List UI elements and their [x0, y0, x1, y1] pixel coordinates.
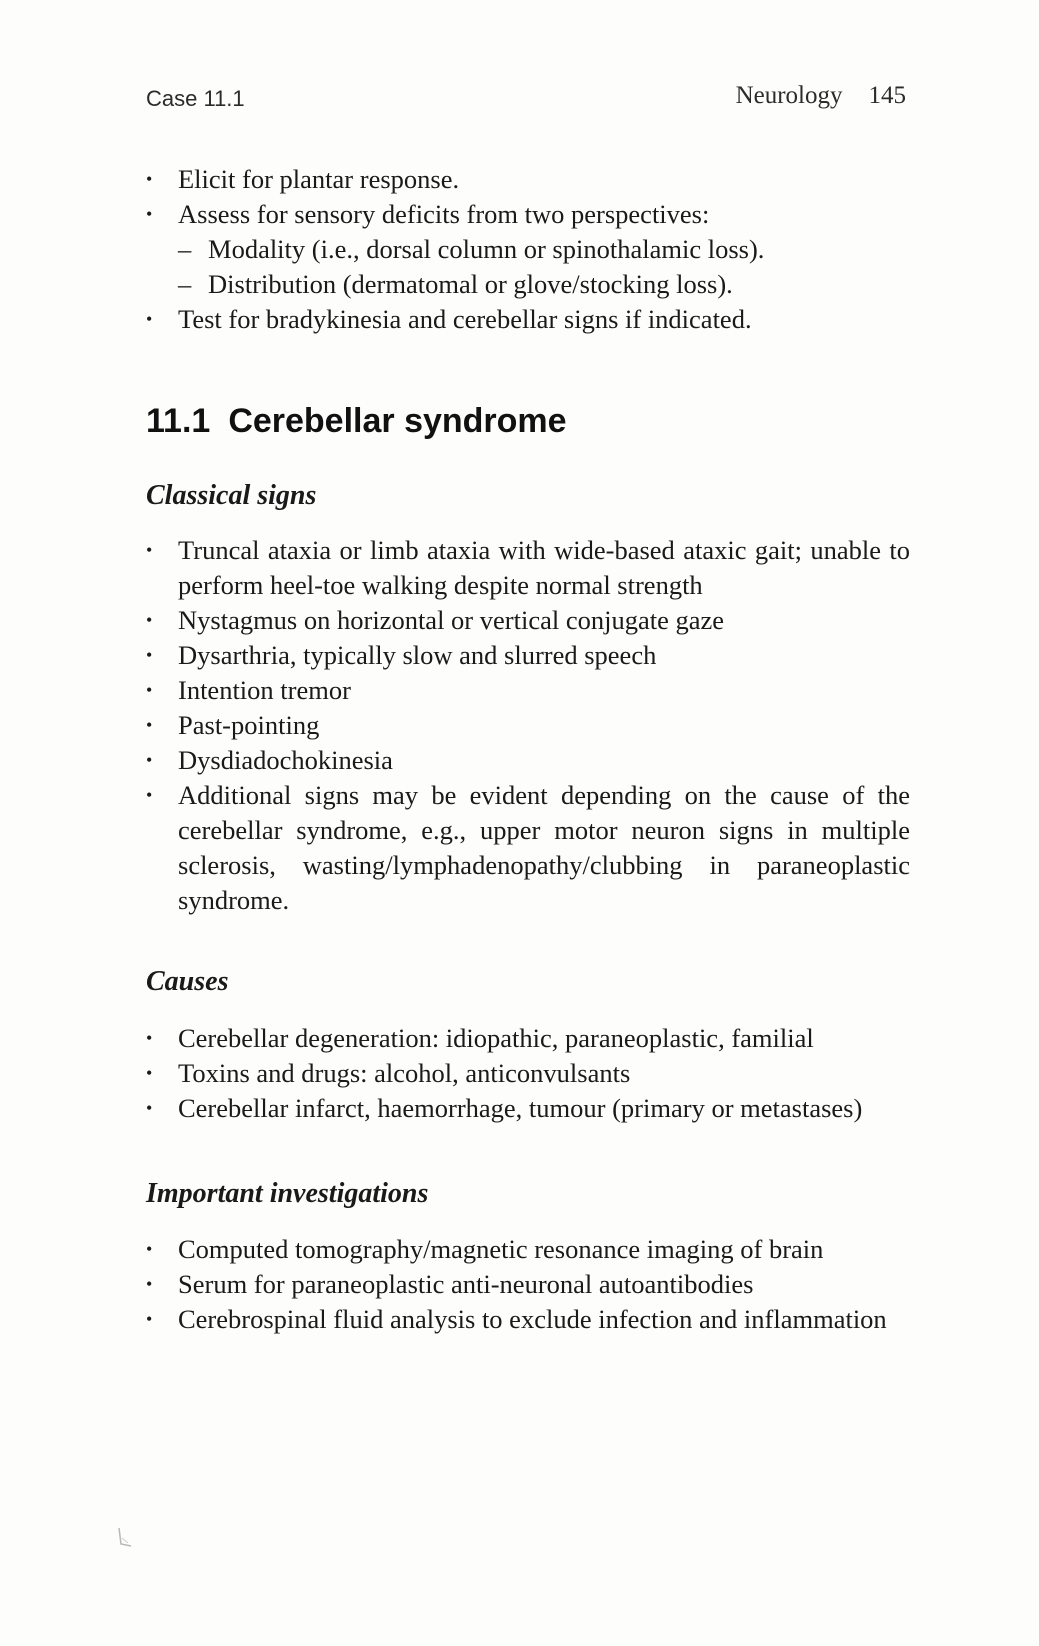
investigations-heading: Important investigations [146, 1178, 429, 1209]
scan-artifact-mark [116, 1526, 134, 1548]
sub-list-item: – Modality (i.e., dorsal column or spinothalamic loss). [146, 232, 910, 267]
classical-signs-heading: Classical signs [146, 480, 317, 511]
running-head [146, 82, 906, 116]
classical-signs-list [146, 533, 910, 918]
causes-heading: Causes [146, 966, 229, 997]
bullet-icon: • [146, 680, 153, 700]
running-head-right [736, 82, 906, 110]
list-item: • Elicit for plantar response. [146, 162, 910, 197]
bullet-icon: • [146, 1063, 153, 1083]
list-item: • Intention tremor [146, 673, 910, 708]
list-item: • Assess for sensory deficits from two perspectives: [146, 197, 910, 232]
bullet-icon: • [146, 1239, 153, 1259]
section-title [146, 402, 567, 441]
list-item: • Truncal ataxia or limb ataxia with wide-based ataxic gait; unable to perform heel-toe walking despite normal strength [146, 535, 910, 600]
bullet-icon: • [146, 309, 153, 329]
section-number: 11.1 [146, 402, 211, 440]
bullet-icon: • [146, 1098, 153, 1118]
causes-list [146, 1021, 910, 1126]
intro-list [146, 162, 910, 337]
list-item: • Past-pointing [146, 708, 910, 743]
section-name: Neurology [735, 82, 843, 109]
list-item: • Cerebellar infarct, haemorrhage, tumour (primary or metastases) [146, 1091, 910, 1126]
list-item: • Nystagmus on horizontal or vertical conjugate gaze [146, 603, 910, 638]
bullet-icon: • [146, 645, 153, 665]
bullet-icon: • [146, 1309, 153, 1329]
list-item: • Dysarthria, typically slow and slurred speech [146, 638, 910, 673]
dash-icon: – [178, 234, 192, 264]
bullet-icon: • [146, 750, 153, 770]
investigations-list [146, 1232, 910, 1337]
list-item: • Cerebellar degeneration: idiopathic, paraneoplastic, familial [146, 1021, 910, 1056]
list-item: • Serum for paraneoplastic anti-neuronal autoantibodies [146, 1267, 910, 1302]
list-item: • Cerebrospinal fluid analysis to exclude infection and inflammation [146, 1302, 910, 1337]
list-item: • Additional signs may be evident depending on the cause of the cerebellar syndrome, e.g., upper motor neuron signs in multiple sclerosis, wasting/lymphadenopathy/clubbing in paraneoplastic syndrome. [146, 780, 910, 915]
case-label: Case 11.1 [146, 86, 245, 111]
bullet-icon: • [146, 1274, 153, 1294]
section-title-text: Cerebellar syndrome [228, 402, 567, 440]
sub-list-item: – Distribution (dermatomal or glove/stocking loss). [146, 267, 910, 302]
bullet-icon: • [146, 610, 153, 630]
list-item: • Toxins and drugs: alcohol, anticonvulsants [146, 1056, 910, 1091]
bullet-icon: • [146, 715, 153, 735]
bullet-icon: • [146, 169, 153, 189]
page-number: 145 [868, 82, 906, 109]
bullet-icon: • [146, 785, 153, 805]
bullet-icon: • [146, 1028, 153, 1048]
dash-icon: – [178, 269, 192, 299]
bullet-icon: • [146, 204, 153, 224]
list-item: • Dysdiadochokinesia [146, 743, 910, 778]
bullet-icon: • [146, 540, 153, 560]
list-item: • Test for bradykinesia and cerebellar signs if indicated. [146, 302, 910, 337]
list-item: • Computed tomography/magnetic resonance imaging of brain [146, 1232, 910, 1267]
